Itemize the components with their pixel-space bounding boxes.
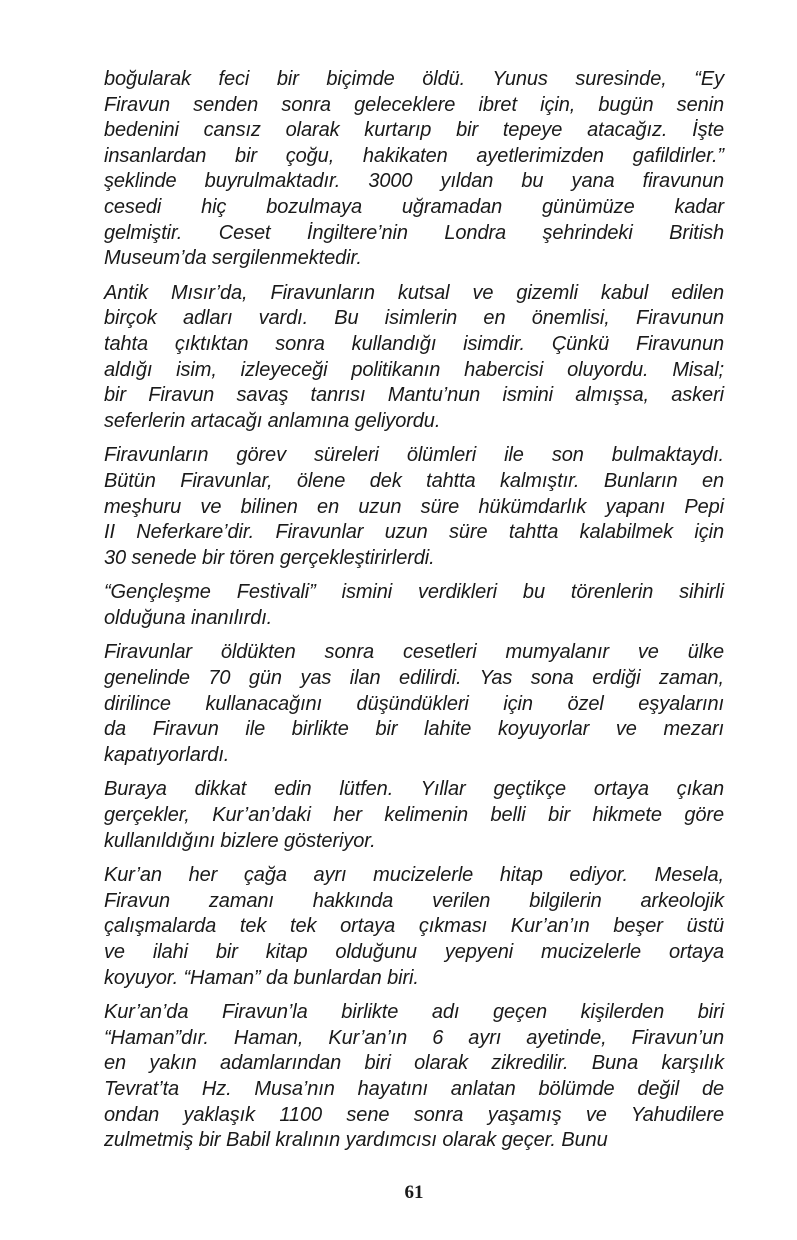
text-line: zulmetmiş bir Babil kralının yardımcısı olarak geçer. Bunu (104, 1129, 608, 1152)
text-line: seferlerin artacağı anlamına geliyordu. (104, 409, 441, 432)
text-line: II Neferkare’dir. Firavunlar uzun süre tahtta kalabilmek için (104, 521, 724, 544)
text-line: 30 senede bir tören gerçekleştirirlerdi. (104, 546, 435, 569)
text-line: Tevrat’ta Hz. Musa’nın hayatını anlatan bölümde değil de (104, 1077, 724, 1100)
text-line: ondan yaklaşık 1100 sene sonra yaşamış ve Yahudilere (104, 1103, 724, 1126)
text-line: aldığı isim, izleyeceği politikanın habercisi oluyordu. Misal; (104, 358, 724, 381)
text-line: gerçekler, Kur’an’daki her kelimenin belli bir hikmete göre (104, 804, 724, 827)
paragraph (104, 863, 724, 991)
page-number: 61 (404, 1182, 424, 1203)
paragraph (104, 281, 724, 435)
text-line: Bütün Firavunlar, ölene dek tahtta kalmıştır. Bunların en (104, 469, 724, 492)
text-line: olduğuna inanılırdı. (104, 606, 273, 629)
text-line: “Gençleşme Festivali” ismini verdikleri bu törenlerin sihirli (104, 581, 724, 604)
text-line: Kur’an’da Firavun’la birlikte adı geçen kişilerden biri (104, 1001, 724, 1024)
paragraph (104, 640, 724, 768)
paragraph (104, 777, 724, 854)
text-line: Firavun senden sonra geleceklere ibret için, bugün senin (104, 93, 724, 116)
text-line: en yakın adamlarından biri olarak zikredilir. Buna karşılık (104, 1052, 724, 1075)
paragraph (104, 67, 724, 272)
text-line: Museum’da sergilenmektedir. (104, 247, 362, 270)
text-line: bedenini cansız olarak kurtarıp bir tepeye atacağız. İşte (104, 119, 724, 142)
text-line: kullanıldığını bizlere gösteriyor. (104, 829, 376, 852)
text-line: Buraya dikkat edin lütfen. Yıllar geçtikçe ortaya çıkan (104, 778, 724, 801)
text-line: bir Firavun savaş tanrısı Mantu’nun ismini almışsa, askeri (104, 384, 724, 407)
text-line: da Firavun ile birlikte bir lahite koyuyorlar ve mezarı (104, 718, 724, 741)
text-line: şeklinde buyrulmaktadır. 3000 yıldan bu yana firavunun (104, 170, 724, 193)
text-line: Antik Mısır’da, Firavunların kutsal ve gizemli kabul edilen (104, 281, 724, 304)
text-line: koyuyor. “Haman” da bunlardan biri. (104, 966, 419, 989)
text-line: dirilince kullanacağını düşündükleri için özel eşyalarını (104, 692, 724, 715)
text-line: Firavunların görev süreleri ölümleri ile son bulmaktaydı. (104, 444, 724, 467)
text-line: boğularak feci bir biçimde öldü. Yunus suresinde, “Ey (104, 68, 724, 90)
text-line: Firavun zamanı hakkında verilen bilgilerin arkeolojik (104, 889, 724, 912)
text-line: meşhuru ve bilinen en uzun süre hükümdarlık yapanı Pepi (104, 495, 724, 518)
text-line: çalışmalarda tek tek ortaya çıkması Kur’an’ın beşer üstü (104, 915, 724, 938)
text-line: Firavunlar öldükten sonra cesetleri mumyalanır ve ülke (104, 641, 724, 664)
text-line: genelinde 70 gün yas ilan edilirdi. Yas sona erdiği zaman, (104, 667, 724, 690)
text-line: gelmiştir. Ceset İngiltere’nin Londra şehrindeki British (104, 221, 724, 244)
text-line: “Haman”dır. Haman, Kur’an’ın 6 ayrı ayetinde, Firavun’un (104, 1026, 724, 1049)
text-line: Kur’an her çağa ayrı mucizelerle hitap ediyor. Mesela, (104, 864, 724, 887)
paragraph (104, 580, 724, 631)
text-line: tahta çıktıktan sonra kullandığı isimdir. Çünkü Firavunun (104, 332, 724, 355)
body-text (104, 67, 724, 1163)
text-line: birçok adları vardı. Bu isimlerin en önemlisi, Firavunun (104, 307, 724, 330)
text-line: insanlardan bir çoğu, hakikaten ayetlerimizden gafildirler.” (104, 144, 724, 167)
text-line: ve ilahi bir kitap olduğunu yepyeni mucizelerle ortaya (104, 941, 724, 963)
text-line: kapatıyorlardı. (104, 743, 230, 766)
text-line: cesedi hiç bozulmaya uğramadan günümüze kadar (104, 195, 724, 218)
paragraph (104, 1000, 724, 1154)
paragraph (104, 443, 724, 571)
